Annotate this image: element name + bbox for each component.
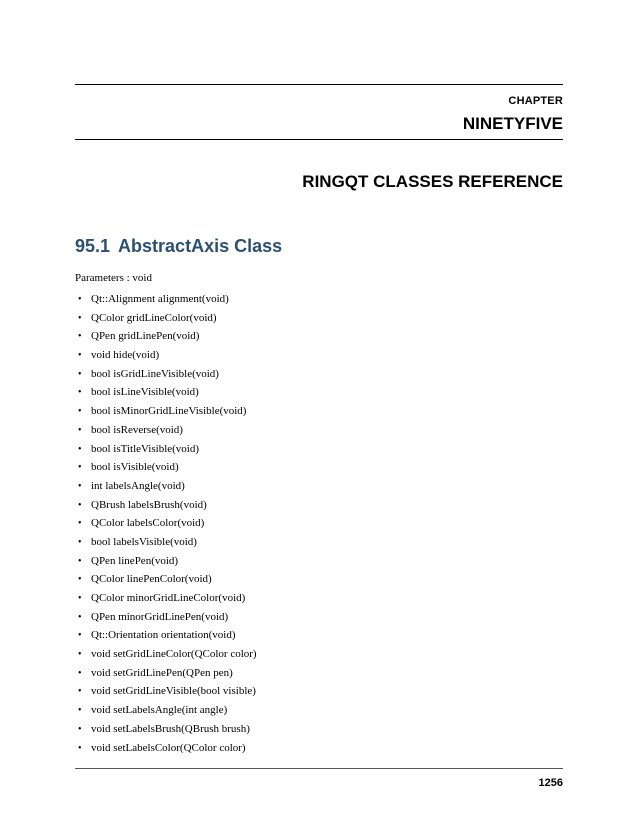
method-signature: QBrush labelsBrush(void) bbox=[91, 498, 207, 511]
method-list-item bbox=[78, 383, 257, 402]
method-list-item bbox=[78, 496, 257, 515]
method-signature: bool isGridLineVisible(void) bbox=[91, 367, 219, 380]
method-list-item bbox=[78, 477, 257, 496]
method-signature: Qt::Alignment alignment(void) bbox=[91, 293, 229, 305]
bullet-icon: • bbox=[78, 723, 82, 735]
method-list bbox=[78, 290, 257, 757]
method-list-item bbox=[78, 365, 257, 384]
method-list-item bbox=[78, 533, 257, 552]
method-signature: Qt::Orientation orientation(void) bbox=[91, 629, 236, 642]
bullet-icon: • bbox=[78, 443, 82, 455]
bullet-icon: • bbox=[78, 630, 82, 642]
method-signature: QColor labelsColor(void) bbox=[91, 517, 205, 530]
bullet-icon: • bbox=[78, 742, 82, 754]
chapter-label: CHAPTER bbox=[508, 95, 563, 107]
method-list-item bbox=[78, 626, 257, 645]
method-signature: bool isVisible(void) bbox=[91, 461, 179, 474]
method-list-item bbox=[78, 458, 257, 477]
bullet-icon: • bbox=[78, 611, 82, 623]
bullet-icon: • bbox=[78, 574, 82, 586]
method-list-item bbox=[78, 346, 257, 365]
method-signature: bool isTitleVisible(void) bbox=[91, 442, 200, 455]
method-signature: QPen linePen(void) bbox=[91, 554, 179, 567]
method-list-item bbox=[78, 589, 257, 608]
method-list-item bbox=[78, 552, 257, 571]
method-signature: void setLabelsBrush(QBrush brush) bbox=[91, 722, 250, 735]
parameters-line: Parameters : void bbox=[75, 272, 152, 284]
page-number: 1256 bbox=[538, 777, 563, 789]
method-list-item bbox=[78, 309, 257, 328]
method-signature: QColor minorGridLineColor(void) bbox=[91, 592, 246, 604]
method-list-item bbox=[78, 608, 257, 627]
bullet-icon: • bbox=[78, 555, 82, 567]
bullet-icon: • bbox=[78, 536, 82, 548]
bullet-icon: • bbox=[78, 667, 82, 679]
method-signature: QColor linePenColor(void) bbox=[91, 573, 212, 586]
method-list-item bbox=[78, 682, 257, 701]
method-list-item bbox=[78, 327, 257, 346]
bullet-icon: • bbox=[78, 331, 82, 343]
bullet-icon: • bbox=[78, 294, 82, 305]
bullet-icon: • bbox=[78, 350, 82, 362]
bullet-icon: • bbox=[78, 368, 82, 380]
section-heading bbox=[75, 236, 282, 257]
method-list-item bbox=[78, 645, 257, 664]
method-signature: bool isLineVisible(void) bbox=[91, 386, 199, 399]
bullet-icon: • bbox=[78, 387, 82, 399]
chapter-name: NINETYFIVE bbox=[462, 114, 563, 133]
section-number: 95.1 bbox=[75, 236, 111, 256]
method-signature: QPen minorGridLinePen(void) bbox=[91, 610, 229, 623]
method-signature: bool labelsVisible(void) bbox=[91, 535, 197, 548]
method-signature: bool isMinorGridLineVisible(void) bbox=[91, 405, 247, 418]
method-signature: void setGridLineColor(QColor color) bbox=[91, 648, 257, 661]
bullet-icon: • bbox=[78, 705, 82, 717]
method-list-item bbox=[78, 440, 257, 459]
method-list-item bbox=[78, 402, 257, 421]
method-signature: bool isReverse(void) bbox=[91, 423, 183, 436]
chapter-title: RINGQT CLASSES REFERENCE bbox=[302, 172, 563, 191]
bullet-icon: • bbox=[78, 406, 82, 418]
method-signature: void hide(void) bbox=[91, 349, 160, 362]
bullet-icon: • bbox=[78, 462, 82, 474]
bullet-icon: • bbox=[78, 480, 82, 492]
method-list-item bbox=[78, 514, 257, 533]
bullet-icon: • bbox=[78, 518, 82, 530]
method-signature: QPen gridLinePen(void) bbox=[91, 330, 200, 343]
method-signature: void setLabelsAngle(int angle) bbox=[91, 704, 228, 717]
method-list-item bbox=[78, 720, 257, 739]
header-bottom-rule bbox=[75, 139, 563, 140]
method-signature: void setLabelsColor(QColor color) bbox=[91, 741, 246, 754]
method-signature: QColor gridLineColor(void) bbox=[91, 311, 217, 324]
method-list-item bbox=[78, 664, 257, 683]
bullet-icon: • bbox=[78, 686, 82, 698]
method-list-item bbox=[78, 290, 257, 309]
footer-rule bbox=[75, 768, 563, 769]
method-signature: void setGridLineVisible(bool visible) bbox=[91, 685, 256, 698]
section-title: AbstractAxis Class bbox=[118, 236, 283, 256]
method-list-item bbox=[78, 421, 257, 440]
method-list-item bbox=[78, 701, 257, 720]
method-list-item bbox=[78, 739, 257, 758]
method-signature: void setGridLinePen(QPen pen) bbox=[91, 666, 233, 679]
bullet-icon: • bbox=[78, 312, 82, 324]
method-signature: int labelsAngle(void) bbox=[91, 479, 185, 492]
method-list-item bbox=[78, 570, 257, 589]
bullet-icon: • bbox=[78, 593, 82, 604]
bullet-icon: • bbox=[78, 424, 82, 436]
bullet-icon: • bbox=[78, 649, 82, 661]
header-top-rule bbox=[75, 84, 563, 85]
bullet-icon: • bbox=[78, 499, 82, 511]
